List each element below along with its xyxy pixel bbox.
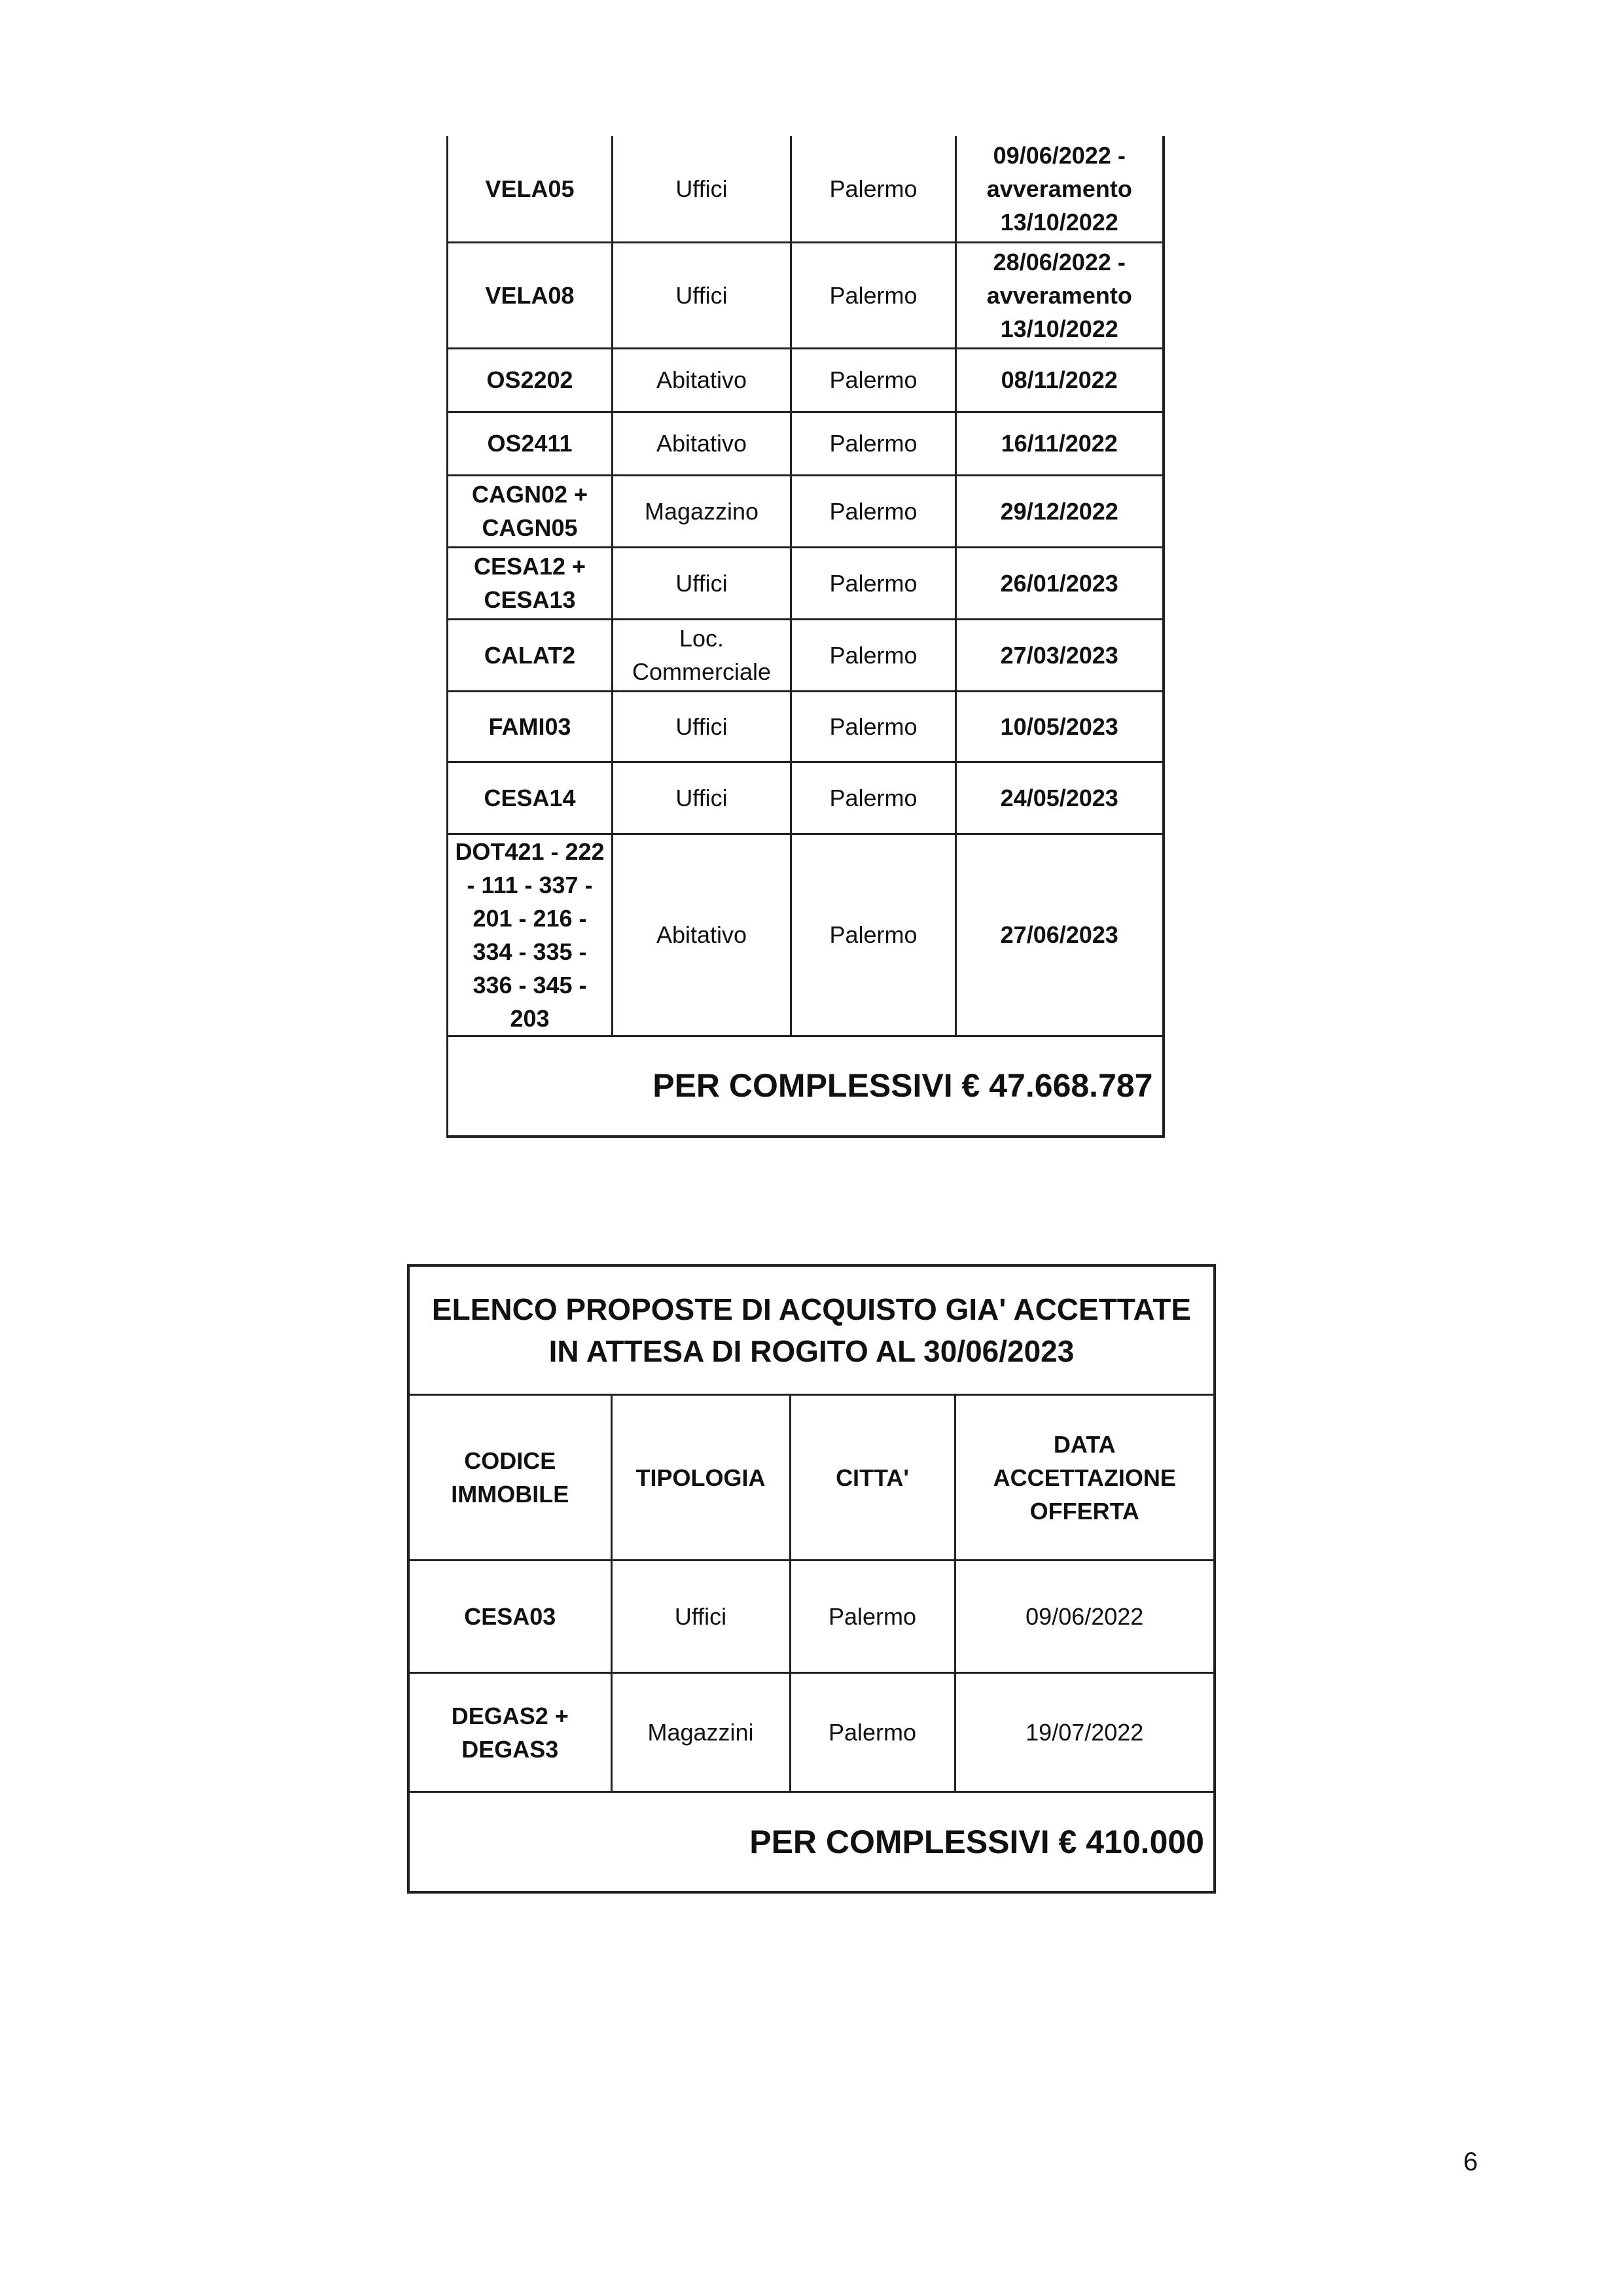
property-type: Abitativo <box>613 412 791 475</box>
property-code: VELA05 <box>448 136 613 242</box>
acceptance-date: 09/06/2022 <box>955 1561 1215 1673</box>
property-type: Uffici <box>613 242 791 348</box>
deed-date: 29/12/2022 <box>956 475 1164 547</box>
page-number: 6 <box>1463 2147 1478 2176</box>
deed-date: 27/06/2023 <box>956 834 1164 1036</box>
property-code: CAGN02 + CAGN05 <box>448 475 613 547</box>
property-city: Palermo <box>791 619 956 691</box>
total-row <box>408 1792 1215 1893</box>
property-type: Uffici <box>611 1561 790 1673</box>
deed-date: 08/11/2022 <box>956 348 1164 412</box>
deed-date: 10/05/2023 <box>956 691 1164 762</box>
property-code: CESA14 <box>448 762 613 834</box>
total-amount: PER COMPLESSIVI € 47.668.787 <box>448 1036 1164 1137</box>
property-type: Loc. Commerciale <box>613 619 791 691</box>
property-city: Palermo <box>790 1673 955 1792</box>
total-amount: PER COMPLESSIVI € 410.000 <box>408 1792 1215 1893</box>
header-acceptance-date: DATA ACCETTAZIONE OFFERTA <box>955 1395 1215 1561</box>
sales-table-continuation <box>446 136 1165 1138</box>
accepted-offers-table <box>407 1264 1216 1894</box>
table-row <box>448 475 1164 547</box>
property-code: FAMI03 <box>448 691 613 762</box>
property-city: Palermo <box>791 242 956 348</box>
deed-date: 24/05/2023 <box>956 762 1164 834</box>
header-row <box>408 1395 1215 1561</box>
property-type: Abitativo <box>613 348 791 412</box>
property-city: Palermo <box>790 1561 955 1673</box>
property-code: CESA03 <box>408 1561 611 1673</box>
table-row <box>448 136 1164 242</box>
deed-date: 26/01/2023 <box>956 547 1164 619</box>
property-code: VELA08 <box>448 242 613 348</box>
property-type: Uffici <box>613 136 791 242</box>
property-type: Uffici <box>613 691 791 762</box>
deed-date: 28/06/2022 - avveramento 13/10/2022 <box>956 242 1164 348</box>
property-code: DOT421 - 222 - 111 - 337 - 201 - 216 - 334 - 335 - 336 - 345 - 203 <box>448 834 613 1036</box>
table-row <box>448 762 1164 834</box>
property-code: OS2411 <box>448 412 613 475</box>
property-code: DEGAS2 + DEGAS3 <box>408 1673 611 1792</box>
header-type: TIPOLOGIA <box>611 1395 790 1561</box>
property-type: Uffici <box>613 547 791 619</box>
acceptance-date: 19/07/2022 <box>955 1673 1215 1792</box>
header-city: CITTA' <box>790 1395 955 1561</box>
table-row <box>448 242 1164 348</box>
property-code: CALAT2 <box>448 619 613 691</box>
property-type: Magazzini <box>611 1673 790 1792</box>
table-row <box>448 348 1164 412</box>
property-city: Palermo <box>791 412 956 475</box>
property-city: Palermo <box>791 762 956 834</box>
table-row <box>448 547 1164 619</box>
property-city: Palermo <box>791 834 956 1036</box>
deed-date: 09/06/2022 - avveramento 13/10/2022 <box>956 136 1164 242</box>
property-city: Palermo <box>791 691 956 762</box>
property-city: Palermo <box>791 547 956 619</box>
header-property-code: CODICE IMMOBILE <box>408 1395 611 1561</box>
table-row <box>448 412 1164 475</box>
property-city: Palermo <box>791 475 956 547</box>
property-type: Abitativo <box>613 834 791 1036</box>
deed-date: 27/03/2023 <box>956 619 1164 691</box>
property-city: Palermo <box>791 348 956 412</box>
total-row <box>448 1036 1164 1137</box>
table-row <box>408 1673 1215 1792</box>
deed-date: 16/11/2022 <box>956 412 1164 475</box>
property-code: OS2202 <box>448 348 613 412</box>
table-row <box>448 619 1164 691</box>
table-row <box>408 1561 1215 1673</box>
property-city: Palermo <box>791 136 956 242</box>
table-title: ELENCO PROPOSTE DI ACQUISTO GIA' ACCETTATE IN ATTESA DI ROGITO AL 30/06/2023 <box>408 1265 1215 1395</box>
property-type: Uffici <box>613 762 791 834</box>
table-row <box>448 834 1164 1036</box>
table-row <box>448 691 1164 762</box>
property-code: CESA12 + CESA13 <box>448 547 613 619</box>
property-type: Magazzino <box>613 475 791 547</box>
